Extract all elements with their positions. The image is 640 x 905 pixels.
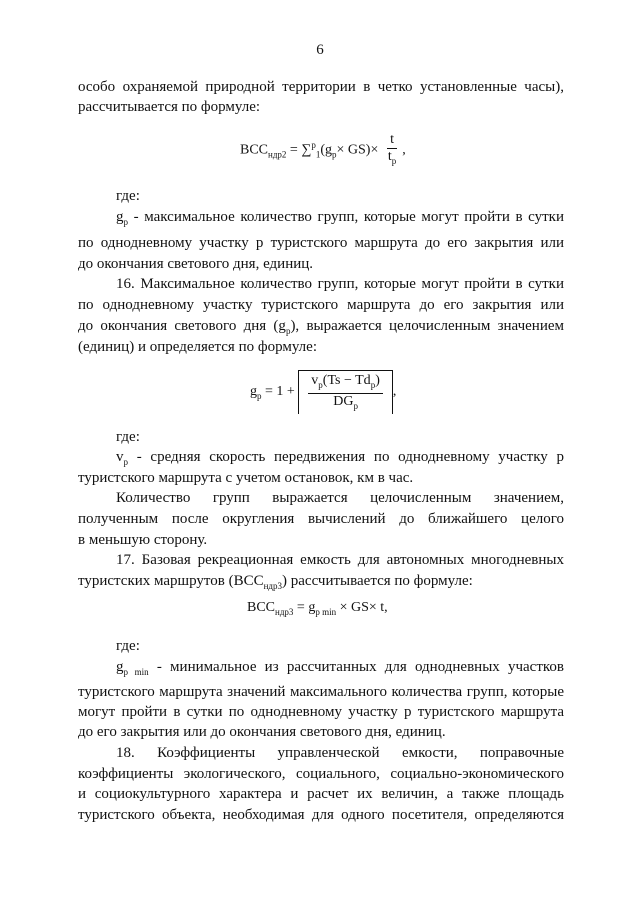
formula-text: (g (320, 142, 332, 158)
text-line: (единиц) и определяется по формуле: (78, 339, 317, 355)
text-line: - максимальное количество групп, которые могут пройти в сутки (128, 209, 564, 225)
formula-subscript: ндр3 (275, 606, 294, 617)
formula-subscript: p (370, 379, 376, 390)
text-line: где: (116, 638, 140, 654)
definition-line (116, 657, 564, 682)
formula-operator: = 1 + (265, 384, 295, 400)
text-line: 16. Максимальное количество групп, которые могут пройти в сутки (116, 276, 564, 292)
page-number: 6 (316, 42, 324, 58)
formula-symbol: v (311, 373, 319, 388)
formula-subscript: p (285, 326, 291, 336)
formula-text: (Ts − Td (322, 373, 371, 388)
text-line: где: (116, 429, 140, 445)
formula-operator: = (289, 142, 298, 158)
formula-bcc-ndr2 (240, 132, 406, 169)
formula-symbol: g (116, 209, 124, 225)
text-line: коэффициенты экологического, социального, социально-экономического (78, 766, 564, 782)
text-line: до окончания светового дня, единиц. (78, 256, 314, 272)
formula-text: × GS× t, (339, 600, 388, 615)
formula-subscript: p min (123, 667, 149, 677)
text-line: туристского маршрута с учетом остановок, км в час. (78, 470, 414, 486)
text-line: туристского объекта, необходимая для одного посетителя, определяются (78, 807, 564, 823)
formula-subscript: p (123, 457, 128, 467)
text-line: 17. Базовая рекреационная емкость для автономных многодневных (116, 552, 564, 568)
text-line: где: (116, 188, 140, 204)
fraction-denominator (385, 149, 399, 169)
text-line: в меньшую сторону. (78, 532, 208, 548)
formula-subscript: p (391, 155, 397, 166)
formula-subscript: p (123, 217, 128, 227)
text-fragment: туристских маршрутов (BCC (78, 573, 264, 589)
formula-symbol: v (116, 449, 124, 465)
definition-line (116, 207, 564, 232)
formula-superscript: p (311, 139, 316, 150)
formula-subscript: 1 (315, 149, 321, 160)
fraction-denominator (330, 394, 361, 414)
text-line: туристского маршрута значений максимального количества групп, которые (78, 684, 564, 700)
formula-fraction (385, 132, 399, 169)
formula-symbol: BCC (240, 142, 269, 158)
formula-subscript: p (353, 400, 358, 411)
formula-symbol: t (387, 149, 392, 164)
text-line: - минимальное из рассчитанных для однодневных участков (148, 659, 564, 675)
formula-subscript: ндр3 (263, 581, 283, 591)
text-line: рассчитывается по формуле: (78, 99, 261, 115)
formula-symbol: DG (333, 393, 354, 409)
formula-subscript: ндр2 (268, 149, 287, 160)
formula-bcc-ndr3 (247, 600, 388, 617)
formula-text: ) (375, 373, 380, 388)
text-line: особо охраняемой природной территории в четко установленные часы), (78, 79, 564, 95)
formula-subscript: p min (315, 606, 337, 617)
text-line: полученным после округления вычислений до ближайшего целого (78, 511, 564, 527)
formula-text: , (402, 142, 406, 158)
sum-symbol: ∑ (301, 142, 312, 158)
text-line: Количество групп выражается целочисленным значением, (116, 490, 564, 506)
floor-bracket (298, 370, 393, 414)
text-fragment: ) рассчитывается по формуле: (282, 573, 473, 589)
text-line: и социокультурного характера и расчет их величин, а также площадь (78, 786, 564, 802)
text-line: могут пройти в сутки по однодневному участку p туристского маршрута (78, 704, 564, 720)
formula-symbol: BCC (247, 600, 276, 615)
text-line: по однодневному участку p туристского маршрута до его закрытия или (78, 235, 564, 251)
formula-text: × GS)× (336, 142, 379, 158)
text-fragment: ), выражается целочисленным значением (290, 318, 565, 334)
text-line-with-symbol (78, 571, 564, 596)
formula-subscript: p (318, 379, 323, 390)
formula-text: , (392, 384, 397, 400)
formula-text: = g (296, 600, 316, 615)
formula-subscript: p (257, 390, 262, 401)
formula-fraction (308, 373, 383, 414)
formula-symbol: g (250, 384, 257, 400)
text-fragment: до окончания светового дня (g (78, 318, 286, 334)
text-line: до его закрытия или до окончания светового дня, единиц. (78, 724, 446, 740)
fraction-numerator (308, 373, 383, 394)
formula-symbol: g (116, 659, 124, 675)
formula-subscript: p (331, 149, 337, 160)
formula-gp (250, 370, 396, 414)
text-line: по однодневному участку туристского маршрута до его закрытия или (78, 297, 564, 313)
text-line: - средняя скорость передвижения по однодневному участку p (128, 449, 564, 465)
text-line: 18. Коэффициенты управленческой емкости, поправочные (116, 745, 564, 761)
fraction-numerator: t (387, 132, 397, 149)
